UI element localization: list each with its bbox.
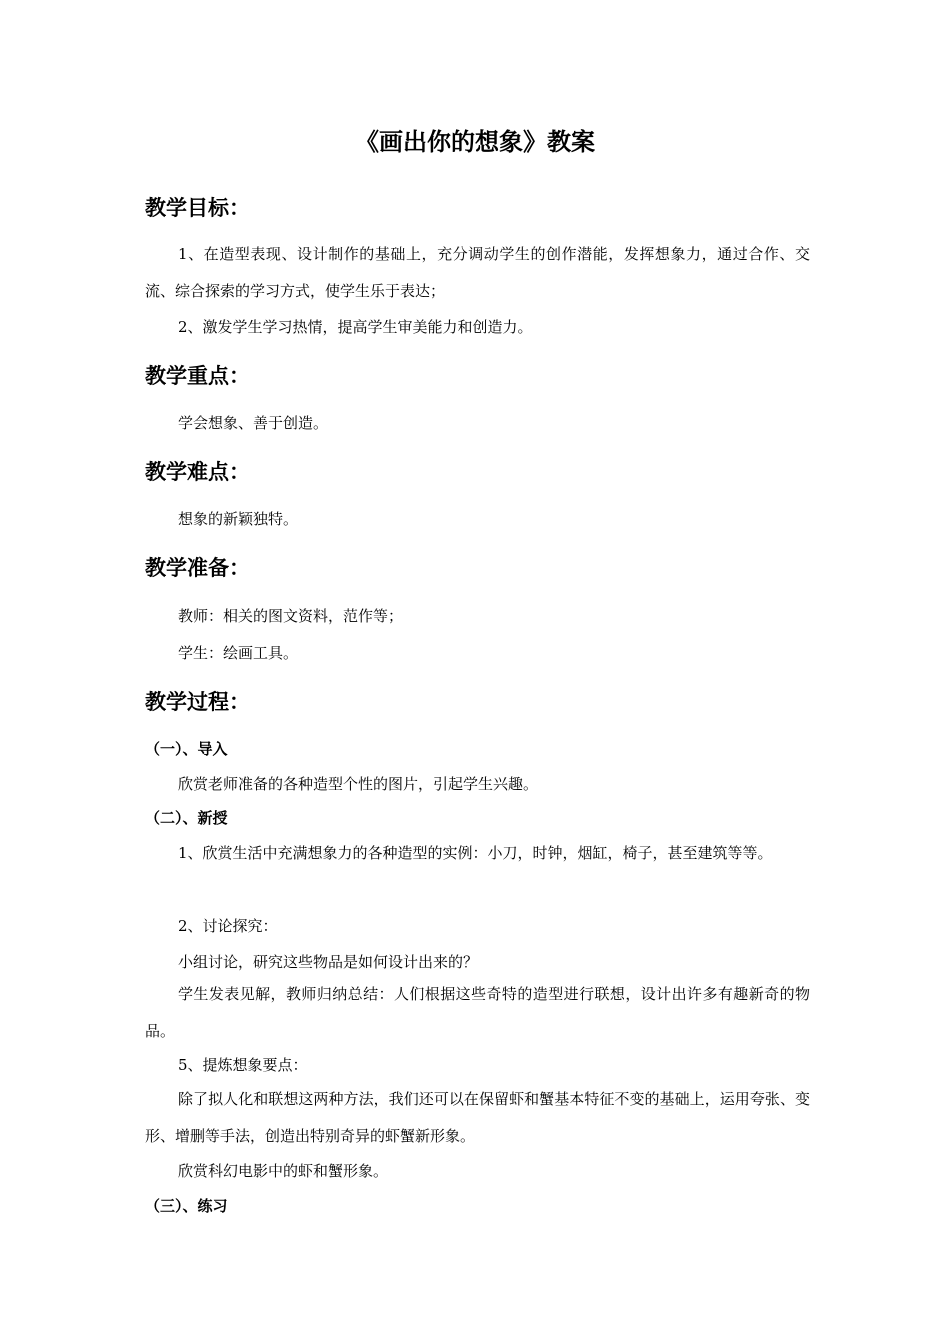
heading-preparation: 教学准备： bbox=[145, 555, 250, 580]
new-lesson-paragraph-4: 学生发表见解，教师归纳总结：人们根据这些奇特的造型进行联想，设计出许多有趣新奇的物品。 bbox=[145, 985, 810, 1040]
document-title: 《画出你的想象》教案 bbox=[355, 127, 595, 156]
subheading-new-lesson: （二）、新授 bbox=[145, 809, 228, 827]
heading-difficulties: 教学难点： bbox=[145, 459, 250, 484]
subheading-practice: （三）、练习 bbox=[145, 1197, 228, 1215]
new-lesson-paragraph-5: 5、提炼想象要点： bbox=[178, 1056, 308, 1074]
heading-objectives: 教学目标： bbox=[145, 195, 250, 220]
new-lesson-paragraph-2: 2、讨论探究： bbox=[178, 917, 278, 935]
new-lesson-paragraph-7: 欣赏科幻电影中的虾和蟹形象。 bbox=[178, 1162, 389, 1180]
subheading-intro: （一）、导入 bbox=[145, 740, 228, 758]
heading-process: 教学过程： bbox=[145, 689, 250, 714]
preparation-teacher: 教师：相关的图文资料，范作等； bbox=[178, 607, 404, 625]
intro-paragraph: 欣赏老师准备的各种造型个性的图片，引起学生兴趣。 bbox=[178, 775, 539, 793]
difficulties-paragraph: 想象的新颖独特。 bbox=[178, 510, 299, 528]
new-lesson-paragraph-1: 1、欣赏生活中充满想象力的各种造型的实例：小刀，时钟，烟缸，椅子，甚至建筑等等。 bbox=[178, 844, 773, 862]
new-lesson-paragraph-3: 小组讨论，研究这些物品是如何设计出来的？ bbox=[178, 953, 479, 971]
heading-key-points: 教学重点： bbox=[145, 363, 250, 388]
objectives-paragraph-2: 2、激发学生学习热情，提高学生审美能力和创造力。 bbox=[178, 318, 533, 336]
objectives-paragraph-1: 1、在造型表现、设计制作的基础上，充分调动学生的创作潜能，发挥想象力，通过合作、交流、综合探索的学习方式，使学生乐于表达； bbox=[145, 245, 810, 300]
preparation-student: 学生：绘画工具。 bbox=[178, 644, 299, 662]
key-points-paragraph: 学会想象、善于创造。 bbox=[178, 414, 329, 432]
new-lesson-paragraph-6: 除了拟人化和联想这两种方法，我们还可以在保留虾和蟹基本特征不变的基础上，运用夸张、变形、增删等手法，创造出特别奇异的虾蟹新形象。 bbox=[145, 1090, 810, 1145]
